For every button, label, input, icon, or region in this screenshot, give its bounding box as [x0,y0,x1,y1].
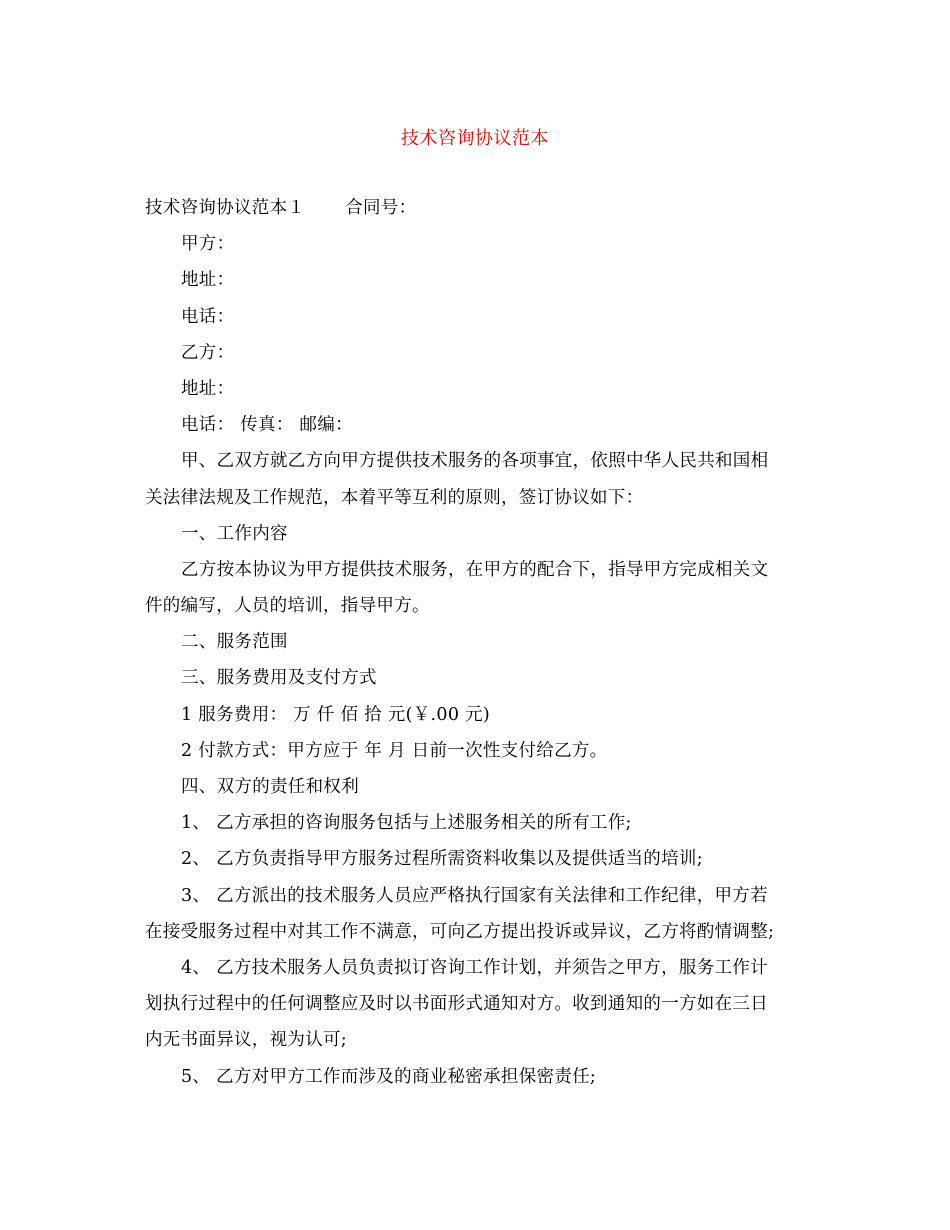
clause-line: 划执行过程中的任何调整应及时以书面形式通知对方。收到通知的一方如在三日 [145,994,768,1015]
clause-line: 4、 乙方技术服务人员负责拟订咨询工作计划，并须告之甲方，服务工作计 [181,957,768,978]
fee-line: 1 服务费用： 万 仟 佰 拾 元(￥.00 元) [181,704,491,725]
contract-header-line [145,190,810,226]
section-heading: 二、服务范围 [181,632,288,653]
preamble-line: 甲、乙双方就乙方向甲方提供技术服务的各项事宜，依照中华人民共和国相 [181,451,769,472]
clause-line: 内无书面异议，视为认可; [145,1030,347,1051]
clause-line: 3、 乙方派出的技术服务人员应严格执行国家有关法律和工作纪律，甲方若 [181,885,768,906]
paragraph-line: 件的编写，人员的培训，指导甲方。 [145,596,430,617]
preamble-line: 关法律法规及工作规范，本着平等互利的原则，签订协议如下： [145,487,644,508]
paragraph-line: 乙方按本协议为甲方提供技术服务，在甲方的配合下，指导甲方完成相关文 [181,559,769,580]
section-heading: 四、双方的责任和权利 [181,777,359,797]
clause-line: 2、 乙方负责指导甲方服务过程所需资料收集以及提供适当的培训; [181,849,703,870]
party-b-address-line: 地址： [181,378,235,399]
contract-number-label: 合同号： [345,198,417,218]
party-a-address-line: 地址： [181,270,235,291]
section-heading: 一、工作内容 [181,523,288,544]
payment-line: 2 付款方式：甲方应于 年 月 日前一次性支付给乙方。 [181,740,608,761]
document-body [145,190,810,1095]
clause-line: 1、 乙方承担的咨询服务包括与上述服务相关的所有工作; [181,813,632,834]
party-a-line: 甲方： [181,234,235,255]
clause-line: 5、 乙方对甲方工作而涉及的商业秘密承担保密责任; [181,1066,597,1087]
document-title: 技术咨询协议范本 [401,128,549,149]
party-a-phone-line: 电话： [181,306,235,327]
section-heading: 三、服务费用及支付方式 [181,668,377,689]
contract-template-label: 技术咨询协议范本１ [145,198,306,218]
party-b-contact-line: 电话： 传真： 邮编： [181,415,353,436]
clause-line: 在接受服务过程中对其工作不满意，可向乙方提出投诉或异议，乙方将酌情调整; [145,921,775,942]
party-b-line: 乙方： [181,342,235,363]
